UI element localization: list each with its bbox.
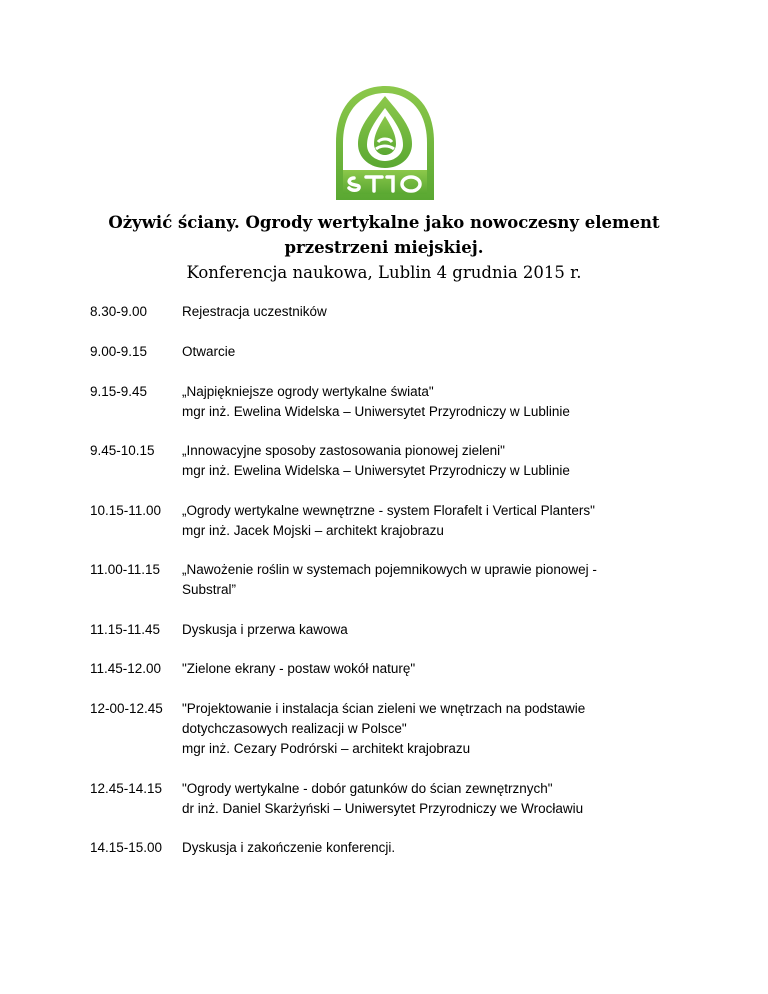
description-line: "Projektowanie i instalacja ścian zieleni we wnętrzach na podstawie xyxy=(182,701,586,716)
time-slot: 9.00-9.15 xyxy=(90,344,148,359)
speaker-line: mgr inż. Ewelina Widelska – Uniwersytet Przyrodniczy w Lublinie xyxy=(182,404,570,419)
session-description xyxy=(182,441,652,481)
speaker-line: dr inż. Daniel Skarżyński – Uniwersytet Przyrodniczy we Wrocławiu xyxy=(182,801,584,816)
time-slot: 9.45-10.15 xyxy=(90,443,155,458)
description-line: „Ogrody wertykalne wewnętrzne - system Florafelt i Vertical Planters" xyxy=(182,503,595,518)
description-line: "Zielone ekrany - postaw wokół naturę" xyxy=(182,661,416,676)
session-description xyxy=(182,699,652,759)
description-line: dotychczasowych realizacji w Polsce" xyxy=(182,721,407,736)
conference-subtitle: Konferencja naukowa, Lublin 4 grudnia 2015 r. xyxy=(186,263,582,282)
session-description xyxy=(182,560,652,600)
session-description xyxy=(182,779,652,819)
document-title xyxy=(90,210,678,285)
time-slot: 9.15-9.45 xyxy=(90,384,148,399)
speaker-line: mgr inż. Jacek Mojski – architekt krajobrazu xyxy=(182,523,444,538)
session-description xyxy=(182,302,652,322)
time-slot: 14.15-15.00 xyxy=(90,840,163,855)
description-line: Substral” xyxy=(182,582,237,597)
title-line-1: Ożywić ściany. Ogrody wertykalne jako nowoczesny element xyxy=(108,213,660,232)
description-line: "Ogrody wertykalne - dobór gatunków do ścian zewnętrznych" xyxy=(182,781,553,796)
description-line: „Nawożenie roślin w systemach pojemnikowych w uprawie pionowej - xyxy=(182,562,597,577)
description-line: Rejestracja uczestników xyxy=(182,304,327,319)
description-line: Dyskusja i zakończenie konferencji. xyxy=(182,840,396,855)
title-line-2: przestrzeni miejskiej. xyxy=(284,238,484,257)
description-line: „Innowacyjne sposoby zastosowania pionowej zieleni" xyxy=(182,443,505,458)
session-description xyxy=(182,838,652,858)
time-slot: 12-00-12.45 xyxy=(90,701,163,716)
time-slot: 12.45-14.15 xyxy=(90,781,163,796)
speaker-line: mgr inż. Ewelina Widelska – Uniwersytet Przyrodniczy w Lublinie xyxy=(182,463,570,478)
description-line: Otwarcie xyxy=(182,344,236,359)
time-slot: 11.00-11.15 xyxy=(90,562,161,577)
time-slot: 11.15-11.45 xyxy=(90,622,161,637)
time-slot: 8.30-9.00 xyxy=(90,304,148,319)
description-line: „Najpiękniejsze ogrody wertykalne świata" xyxy=(182,384,434,399)
time-slot: 11.45-12.00 xyxy=(90,661,162,676)
session-description xyxy=(182,659,652,679)
session-description xyxy=(182,620,652,640)
sto-leaf-logo-icon xyxy=(326,82,444,204)
time-slot: 10.15-11.00 xyxy=(90,503,162,518)
session-description xyxy=(182,342,652,362)
description-line: Dyskusja i przerwa kawowa xyxy=(182,622,348,637)
speaker-line: mgr inż. Cezary Podrórski – architekt krajobrazu xyxy=(182,741,471,756)
session-description xyxy=(182,382,652,422)
session-description xyxy=(182,501,652,541)
